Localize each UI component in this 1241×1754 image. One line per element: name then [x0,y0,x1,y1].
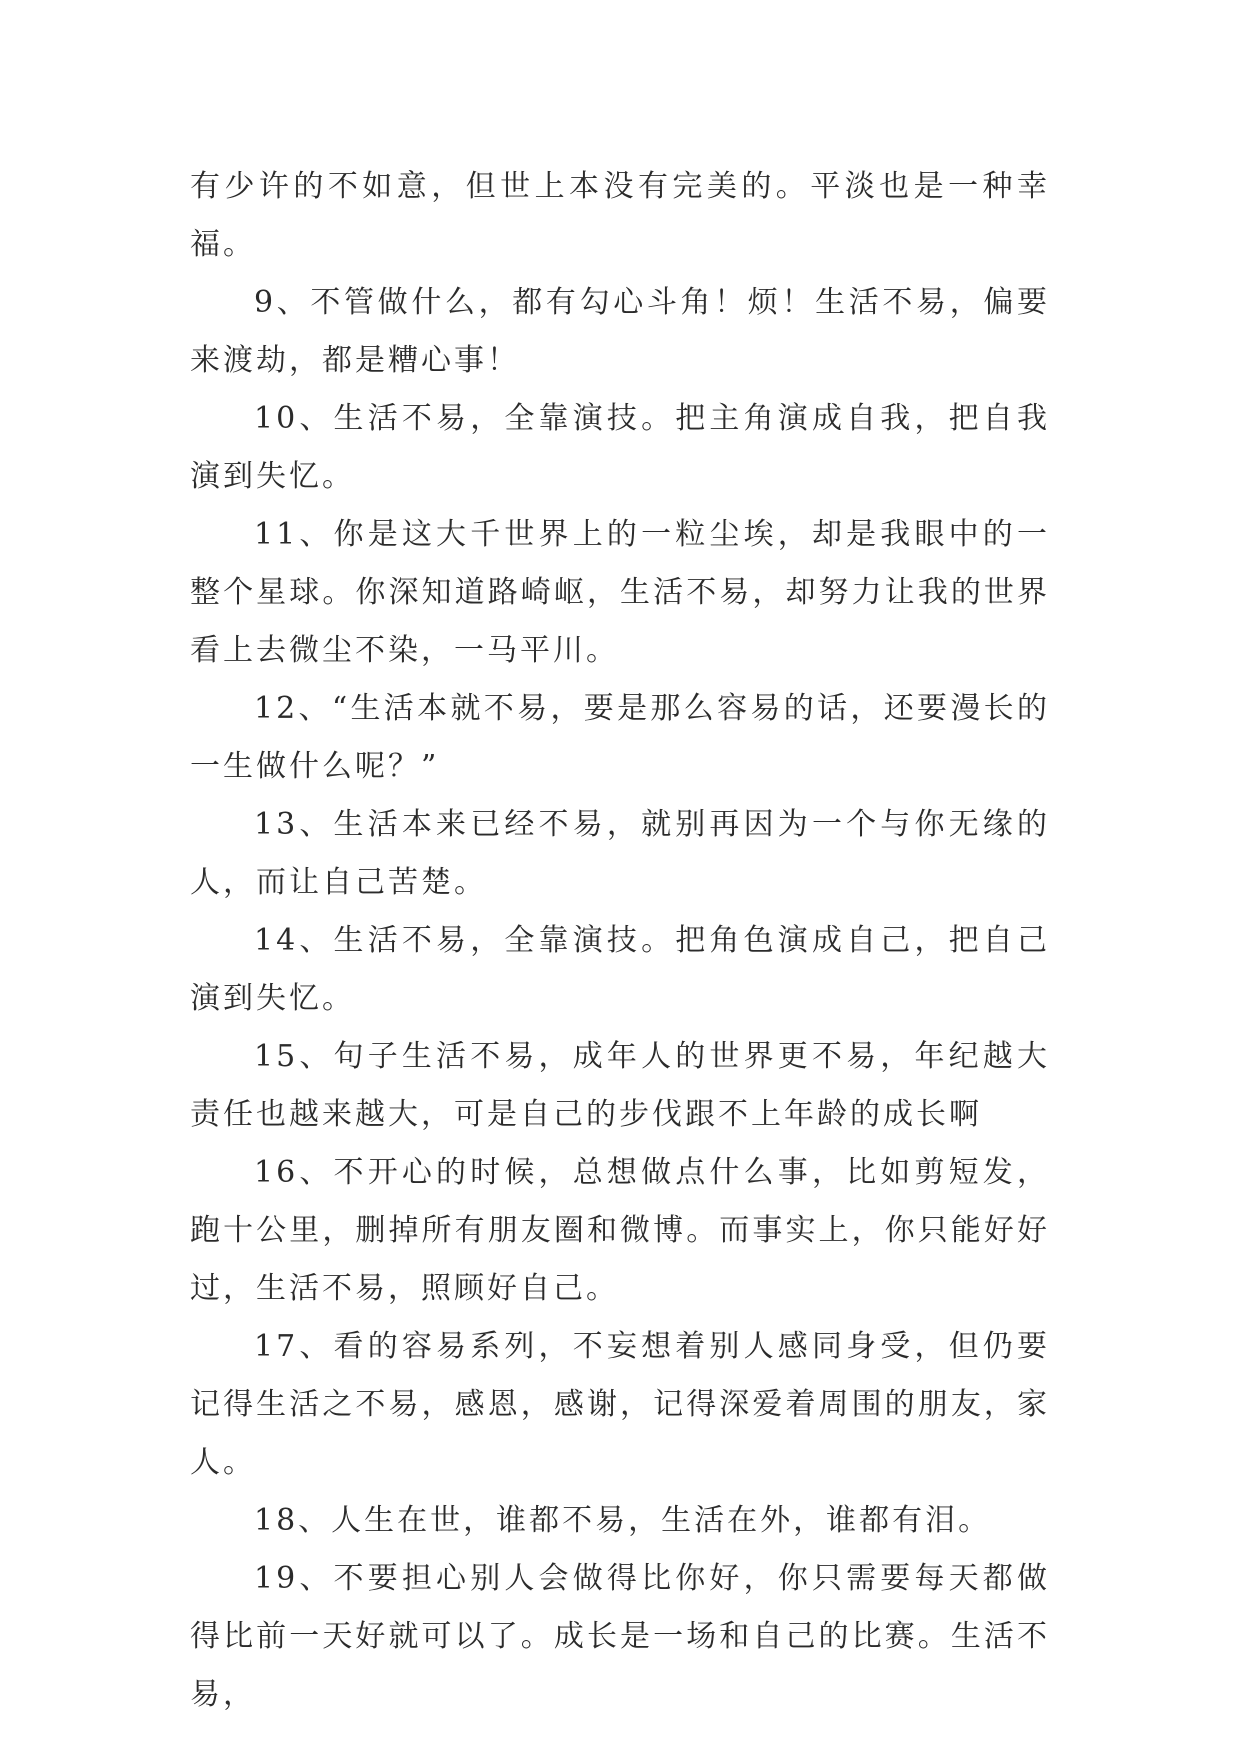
paragraph-5: 12、“生活本就不易，要是那么容易的话，还要漫长的一生做什么呢？” [190,691,1050,784]
paragraph-11: 18、人生在世，谁都不易，生活在外，谁都有泪。 [254,1503,992,1538]
document-body [190,158,1050,1724]
paragraph-10: 17、看的容易系列，不妄想着别人感同身受，但仍要记得生活之不易，感恩，感谢，记得深爱着周围的朋友，家人。 [190,1329,1050,1480]
paragraph-6: 13、生活本来已经不易，就别再因为一个与你无缘的人，而让自己苦楚。 [190,807,1050,900]
paragraph-12: 19、不要担心别人会做得比你好，你只需要每天都做得比前一天好就可以了。成长是一场和自己的比赛。生活不易， [190,1561,1050,1712]
paragraph-8: 15、句子生活不易，成年人的世界更不易，年纪越大责任也越来越大，可是自己的步伐跟不上年龄的成长啊 [190,1039,1050,1132]
paragraph-2: 9、不管做什么，都有勾心斗角！烦！生活不易，偏要来渡劫，都是糟心事！ [190,285,1050,378]
paragraph-9: 16、不开心的时候，总想做点什么事，比如剪短发，跑十公里，删掉所有朋友圈和微博。而事实上，你只能好好过，生活不易，照顾好自己。 [190,1155,1050,1306]
paragraph-1: 有少许的不如意，但世上本没有完美的。平淡也是一种幸福。 [190,169,1050,262]
paragraph-4: 11、你是这大千世界上的一粒尘埃，却是我眼中的一整个星球。你深知道路崎岖，生活不易，却努力让我的世界看上去微尘不染，一马平川。 [190,517,1050,668]
paragraph-3: 10、生活不易，全靠演技。把主角演成自我，把自我演到失忆。 [190,401,1050,494]
paragraph-7: 14、生活不易，全靠演技。把角色演成自己，把自己演到失忆。 [190,923,1050,1016]
